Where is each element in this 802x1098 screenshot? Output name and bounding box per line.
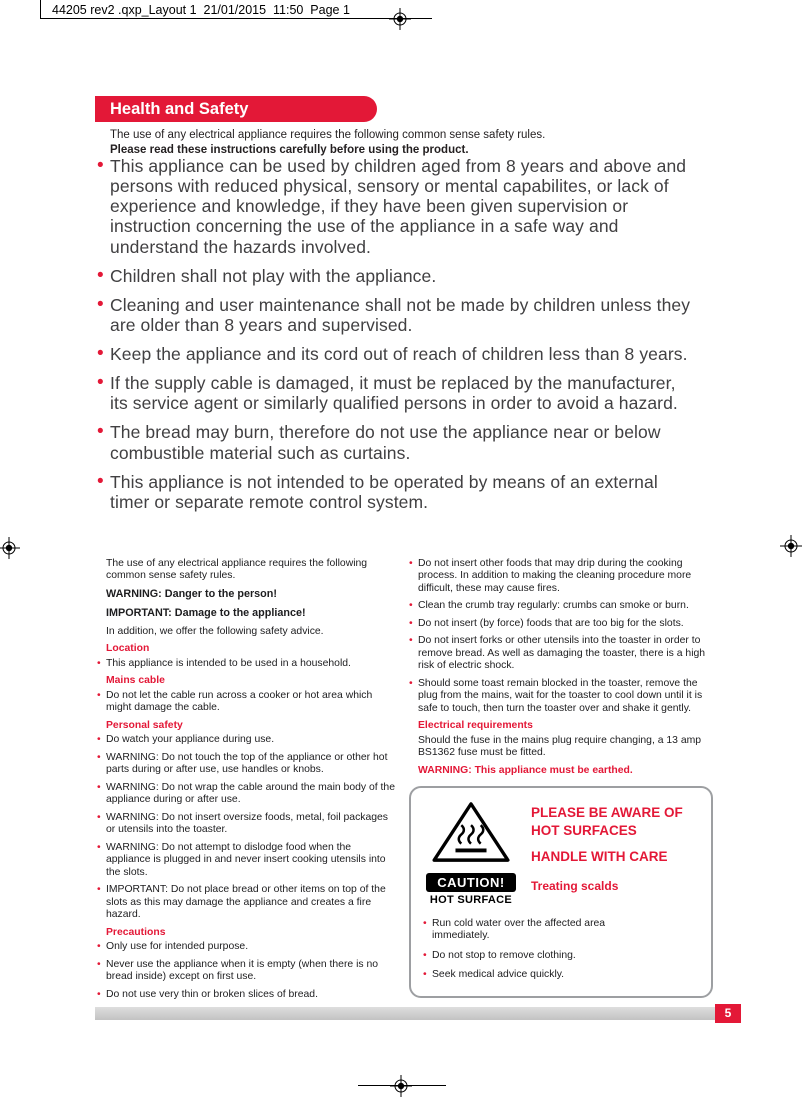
list-item: • Do not insert forks or other utensils into the toaster in order to remove bread. As well as damaging the toaster, there is a high risk of electric shock.	[409, 635, 713, 672]
crop-mark	[40, 0, 41, 19]
page-number-badge: 5	[715, 1004, 741, 1023]
left-column	[97, 558, 395, 1006]
footer-bar	[95, 1007, 741, 1020]
safety-warning-item: • Keep the appliance and its cord out of reach of children less than 8 years.	[97, 344, 693, 364]
subheading-location: Location	[106, 643, 150, 655]
hot-surface-label: HOT SURFACE	[429, 894, 513, 907]
list-item: • Run cold water over the affected area immediately.	[423, 918, 663, 943]
detail-columns	[97, 558, 713, 1006]
list-item: • Do watch your appliance during use.	[97, 734, 395, 746]
warning-danger-person: WARNING: Danger to the person!	[106, 587, 277, 600]
paragraph: The use of any electrical appliance requires the following common sense safety rules.	[106, 558, 368, 582]
list-item: • Seek medical advice quickly.	[423, 969, 663, 981]
treating-scalds-heading: Treating scalds	[531, 878, 619, 893]
subheading-personal-safety: Personal safety	[106, 719, 183, 731]
subheading-precautions: Precautions	[106, 926, 166, 938]
intro-line-2: Please read these instructions carefully before using the product.	[110, 144, 469, 157]
list-item: • WARNING: Do not touch the top of the appliance or other hot parts during or after use, use handles or knobs.	[97, 752, 395, 777]
safety-warning-item: • This appliance can be used by children aged from 8 years and above and persons with reduced physical, sensory or mental capabilites, or lack of experience and knowledge, if they have been given supervision or instruction concerning the use of the appliance in a safe way and understand the hazards involved.	[97, 156, 693, 257]
subheading-mains-cable: Mains cable	[106, 675, 165, 687]
important-damage-appliance: IMPORTANT: Damage to the appliance!	[106, 606, 306, 619]
list-item: • Do not insert (by force) foods that are too big for the slots.	[409, 618, 713, 630]
subheading-electrical-requirements: Electrical requirements	[418, 720, 533, 732]
paragraph: In addition, we offer the following safety advice.	[106, 625, 324, 637]
section-banner	[95, 96, 377, 122]
list-item: • WARNING: Do not insert oversize foods, metal, foil packages or utensils into the toaster.	[97, 812, 395, 837]
safety-warning-item: • If the supply cable is damaged, it must be replaced by the manufacturer, its service agent or similarly qualified persons in order to avoid a hazard.	[97, 373, 693, 413]
hot-surface-caution-icon	[423, 800, 519, 907]
caution-label: CAUTION!	[426, 873, 516, 893]
list-item: • Do not insert other foods that may drip during the cooking process. In addition to making the cleaning procedure more difficult, these may cause fires.	[409, 558, 713, 595]
right-column	[409, 558, 713, 1006]
treating-scalds-list	[423, 918, 663, 982]
list-item: • Clean the crumb tray regularly: crumbs can smoke or burn.	[409, 600, 713, 612]
intro-line-1: The use of any electrical appliance requires the following common sense safety rules.	[110, 129, 546, 141]
crop-mark	[40, 18, 432, 19]
list-item: • Only use for intended purpose.	[97, 941, 395, 953]
list-item: • Should some toast remain blocked in the toaster, remove the plug from the mains, wait for the toaster to cool down until it is safe to touch, then turn the toaster over and shake it gently.	[409, 678, 713, 715]
registration-mark-icon	[389, 8, 411, 30]
registration-mark-icon	[780, 535, 802, 557]
hot-surface-warning-box	[409, 786, 713, 998]
list-item: • This appliance is intended to be used in a household.	[97, 658, 395, 670]
caution-box-top	[423, 800, 699, 907]
list-item: • WARNING: Do not attempt to dislodge food when the appliance is plugged in and never insert cooking utensils into the slots.	[97, 842, 395, 879]
intro-text	[110, 128, 545, 158]
list-item: • Do not use very thin or broken slices of bread.	[97, 989, 395, 1001]
warning-triangle-icon	[429, 800, 513, 864]
aware-hot-surfaces-text: PLEASE BE AWARE OF HOT SURFACES	[531, 805, 683, 838]
caution-headings	[531, 800, 693, 893]
list-item: • IMPORTANT: Do not place bread or other items on top of the slots as this may damage the appliance and creates a fire hazard.	[97, 884, 395, 921]
registration-mark-icon	[390, 1075, 412, 1097]
safety-warning-item: • Cleaning and user maintenance shall not be made by children unless they are older than 8 years and supervised.	[97, 295, 693, 335]
list-item: • Never use the appliance when it is empty (when there is no bread inside) except on first use.	[97, 959, 395, 984]
print-slug-text: 44205 rev2 .qxp_Layout 1 21/01/2015 11:50 Page 1	[52, 3, 350, 17]
paragraph: Should the fuse in the mains plug require changing, a 13 amp BS1362 fuse must be fitted.	[418, 734, 702, 759]
list-item: • Do not stop to remove clothing.	[423, 950, 663, 962]
safety-warning-item: • The bread may burn, therefore do not use the appliance near or below combustible material such as curtains.	[97, 422, 693, 462]
registration-mark-icon	[0, 537, 20, 559]
earthed-warning: WARNING: This appliance must be earthed.	[418, 764, 633, 776]
safety-warning-item: • Children shall not play with the appliance.	[97, 266, 693, 286]
safety-warning-list	[97, 156, 693, 521]
page-title: Health and Safety	[110, 100, 249, 118]
safety-warning-item: • This appliance is not intended to be operated by means of an external timer or separate remote control system.	[97, 472, 693, 512]
list-item: • WARNING: Do not wrap the cable around the main body of the appliance during or after use.	[97, 782, 395, 807]
handle-with-care-text: HANDLE WITH CARE	[531, 849, 668, 865]
list-item: • Do not let the cable run across a cooker or hot area which might damage the cable.	[97, 690, 395, 715]
